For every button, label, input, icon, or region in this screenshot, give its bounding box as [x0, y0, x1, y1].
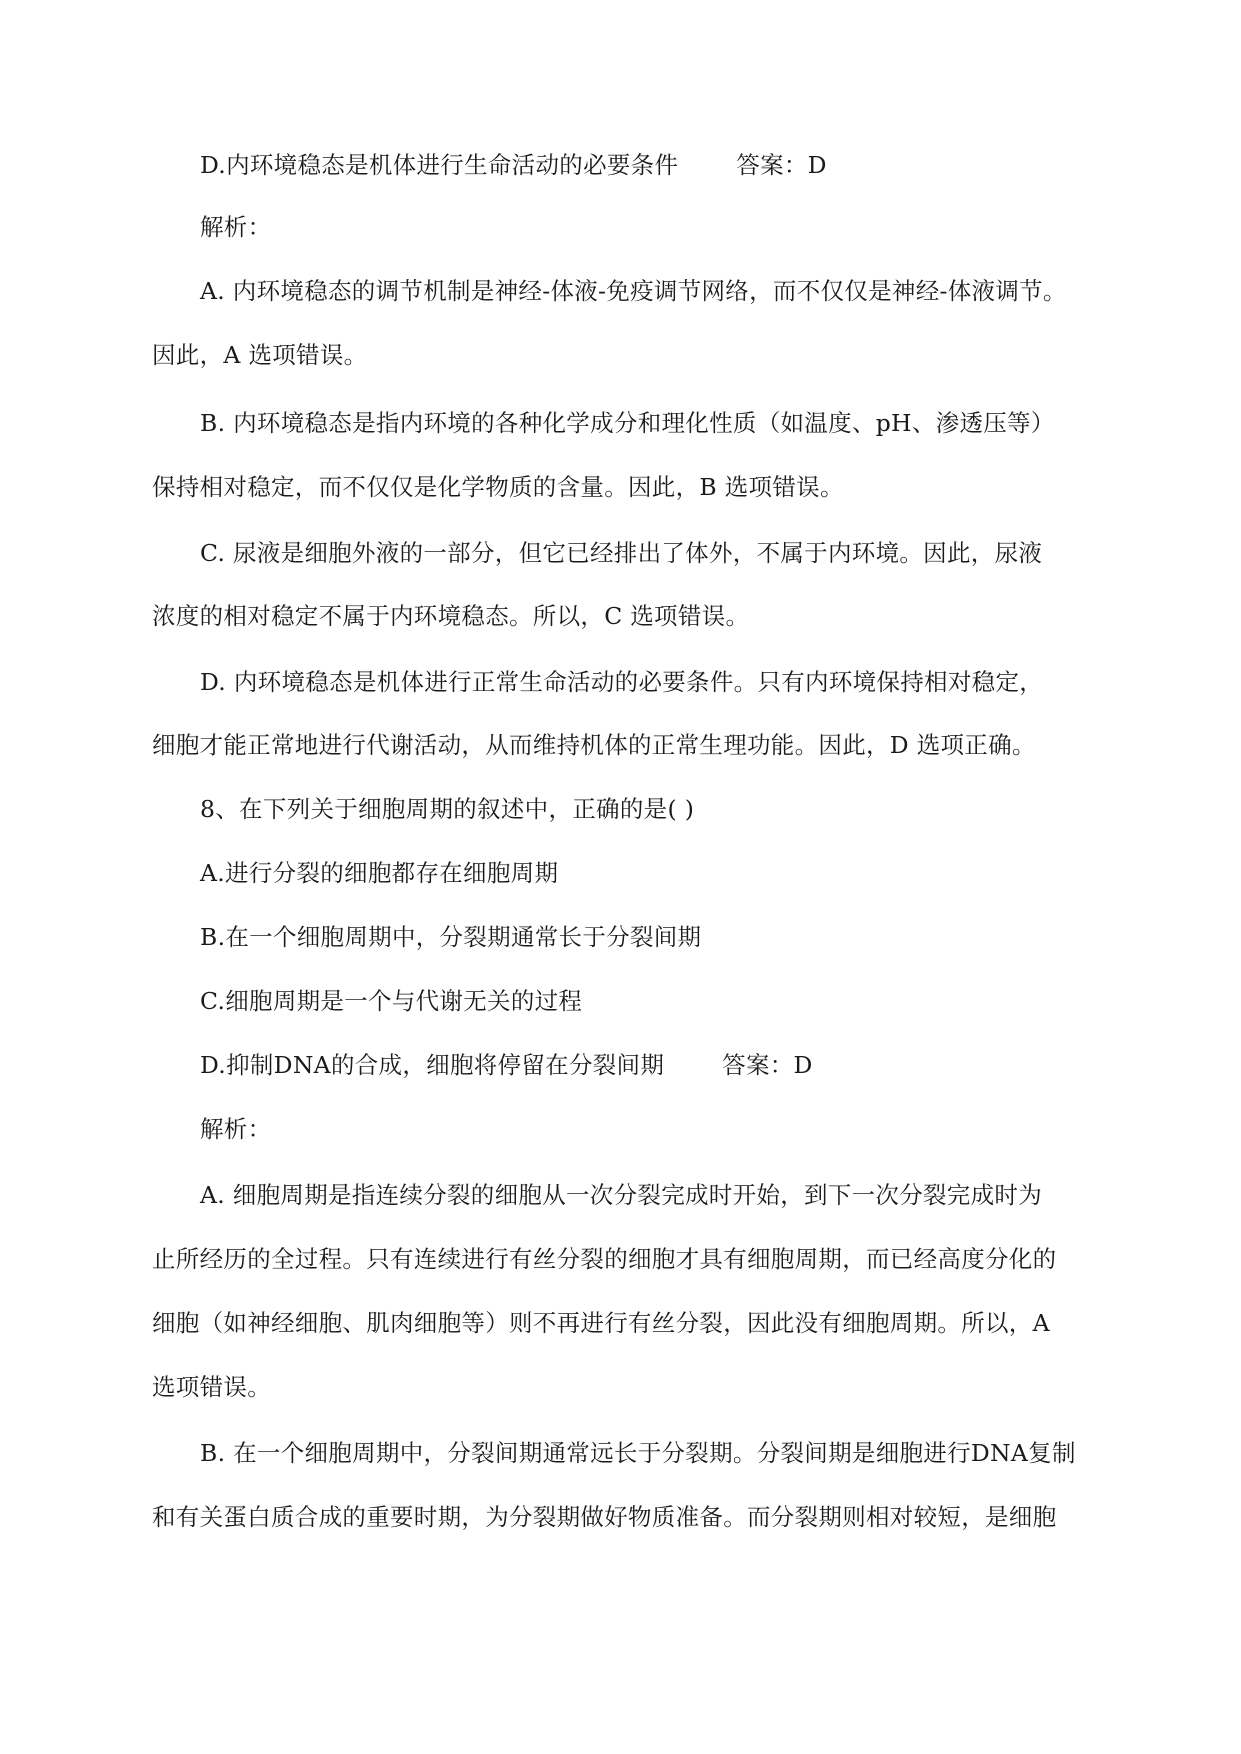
q8-option-d: D.抑制DNA的合成，细胞将停留在分裂间期 — [200, 1051, 665, 1079]
q7-option-d-line — [200, 150, 827, 180]
q7-analysis-a-2: 因此，A 选项错误。 — [152, 341, 368, 369]
q8-analysis-a-3: 细胞（如神经细胞、肌肉细胞等）则不再进行有丝分裂，因此没有细胞周期。所以，A — [152, 1309, 1050, 1337]
q7-answer: 答案：D — [736, 151, 827, 179]
q7-analysis-b-1: B. 内环境稳态是指内环境的各种化学成分和理化性质（如温度、pH、渗透压等） — [200, 409, 1055, 437]
q8-analysis-a-4: 选项错误。 — [152, 1373, 271, 1401]
q8-analysis-a-2: 止所经历的全过程。只有连续进行有丝分裂的细胞才具有细胞周期，而已经高度分化的 — [152, 1245, 1057, 1273]
q7-analysis-d-2: 细胞才能正常地进行代谢活动，从而维持机体的正常生理功能。因此，D 选项正确。 — [152, 731, 1036, 759]
q7-analysis-c-2: 浓度的相对稳定不属于内环境稳态。所以，C 选项错误。 — [152, 602, 750, 630]
q7-analysis-c-1: C. 尿液是细胞外液的一部分，但它已经排出了体外，不属于内环境。因此，尿液 — [200, 539, 1043, 567]
q8-option-b: B.在一个细胞周期中，分裂期通常长于分裂间期 — [200, 923, 702, 951]
q8-analysis-b-2: 和有关蛋白质合成的重要时期，为分裂期做好物质准备。而分裂期则相对较短，是细胞 — [152, 1503, 1057, 1531]
q8-question: 8、在下列关于细胞周期的叙述中，正确的是( ) — [200, 795, 695, 823]
q8-analysis-b-1: B. 在一个细胞周期中，分裂间期通常远长于分裂期。分裂间期是细胞进行DNA复制 — [200, 1439, 1076, 1467]
q8-analysis-a-1: A. 细胞周期是指连续分裂的细胞从一次分裂完成时开始，到下一次分裂完成时为 — [200, 1181, 1043, 1209]
q7-option-d: D.内环境稳态是机体进行生命活动的必要条件 — [200, 151, 679, 179]
q8-option-a: A.进行分裂的细胞都存在细胞周期 — [200, 859, 559, 887]
q7-analysis-d-1: D. 内环境稳态是机体进行正常生命活动的必要条件。只有内环境保持相对稳定， — [200, 668, 1044, 696]
q7-analysis-label: 解析： — [200, 213, 272, 241]
q7-analysis-a-1: A. 内环境稳态的调节机制是神经-体液-免疫调节网络，而不仅仅是神经-体液调节。 — [200, 277, 1067, 305]
q7-analysis-b-2: 保持相对稳定，而不仅仅是化学物质的含量。因此，B 选项错误。 — [152, 473, 844, 501]
q8-option-d-line — [200, 1050, 813, 1080]
q8-analysis-label: 解析： — [200, 1115, 272, 1143]
q8-answer: 答案：D — [722, 1051, 813, 1079]
q8-option-c: C.细胞周期是一个与代谢无关的过程 — [200, 987, 583, 1015]
